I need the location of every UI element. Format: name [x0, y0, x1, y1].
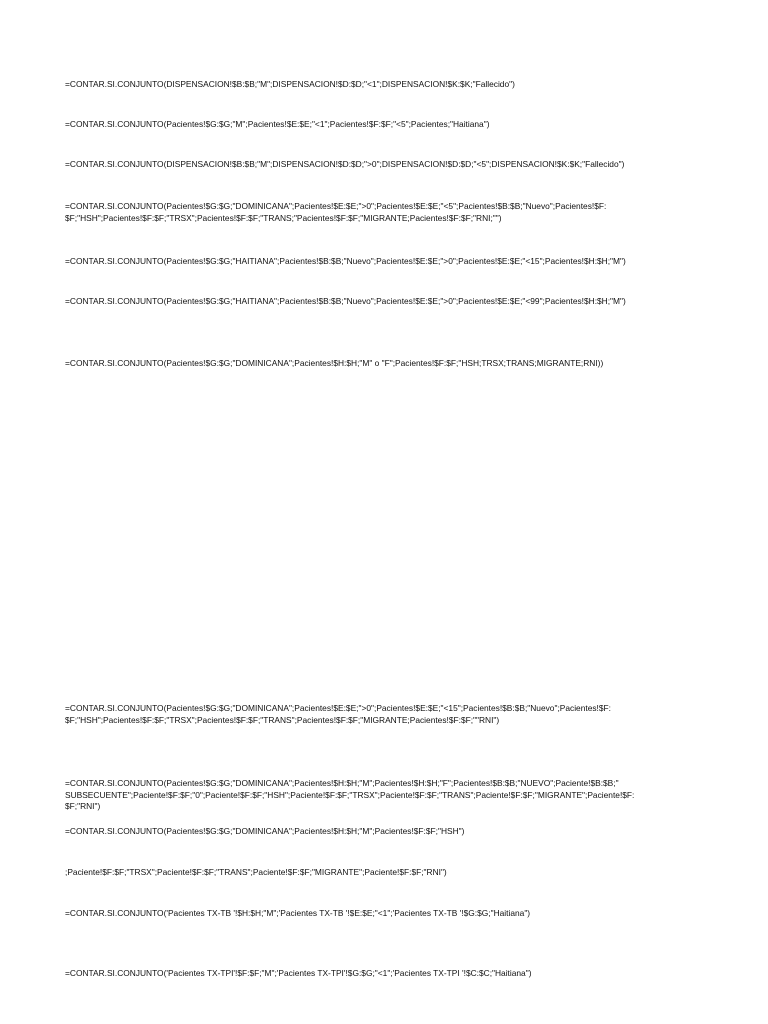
formula-line-10: =CONTAR.SI.CONJUNTO(Pacientes!$G:$G;"DOMINICANA";Pacientes!$H:$H;"M";Pacientes!$F:$F;"HSH") — [65, 826, 465, 836]
formula-line-13: =CONTAR.SI.CONJUNTO('Pacientes TX-TPI'!$F:$F;"M";'Pacientes TX-TPI'!$G:$G;"<1";'Pacientes TX-TPI '!$C:$C;"Haitiana") — [65, 968, 532, 978]
formula-line-3: =CONTAR.SI.CONJUNTO(DISPENSACION!$B:$B;"M";DISPENSACION!$D:$D;">0";DISPENSACION!$D:$D;"<5";DISPENSACION!$K:$K;"Fallecido") — [65, 159, 625, 169]
formula-line-1: =CONTAR.SI.CONJUNTO(DISPENSACION!$B:$B;"M";DISPENSACION!$D:$D;"<1";DISPENSACION!$K:$K;"Fallecido") — [65, 79, 515, 89]
formula-line-4: =CONTAR.SI.CONJUNTO(Pacientes!$G:$G;"DOMINICANA";Pacientes!$E:$E;">0";Pacientes!$E:$E;"<5";Pacientes!$B:$B;"Nuevo";Pacientes!$F: $F;"HSH";Pacientes!$F:$F;"TRSX";Pacientes!$F:$F;"TRANS;"Pacientes!$F:$F;"MIGRANTE;Pacientes!$F:$F;"RNI;"") — [65, 201, 607, 223]
formula-line-6: =CONTAR.SI.CONJUNTO(Pacientes!$G:$G;"HAITIANA";Pacientes!$B:$B;"Nuevo";Pacientes!$E:$E;">0";Pacientes!$E:$E;"<99";Pacientes!$H:$H;"M") — [65, 296, 626, 306]
formula-line-2: =CONTAR.SI.CONJUNTO(Pacientes!$G:$G;"M";Pacientes!$E:$E;"<1";Pacientes!$F:$F;"<5";Pacientes;"Haitiana") — [65, 119, 490, 129]
formula-line-8: =CONTAR.SI.CONJUNTO(Pacientes!$G:$G;"DOMINICANA";Pacientes!$E:$E;">0";Pacientes!$E:$E;"<15";Pacientes!$B:$B;"Nuevo";Pacientes!$F: $F;"HSH";Pacientes!$F:$F;"TRSX";Pacientes!$F:$F;"TRANS";Pacientes!$F:$F;"MIGRANTE;Pacientes!$F:$F;""RNI") — [65, 703, 611, 725]
formula-line-9: =CONTAR.SI.CONJUNTO(Pacientes!$G:$G;"DOMINICANA";Pacientes!$H:$H;"M";Pacientes!$H:$H;"F";Pacientes!$B:$B;"NUEVO";Paciente!$B:$B;" SUBSECUENTE";Paciente!$F:$F;"0";Paciente!$F:$F;"HSH";Paciente!$F:$F;"TRSX";Paciente!$F:$F;"TRANS";Paciente!$F:$F;"MIGRANTE";Paciente!$F: $F;"RNI") — [65, 778, 635, 811]
formula-line-7: =CONTAR.SI.CONJUNTO(Pacientes!$G:$G;"DOMINICANA";Pacientes!$H:$H;"M" o "F";Pacientes!$F:$F;"HSH;TRSX;TRANS;MIGRANTE;RNI)) — [65, 358, 604, 368]
formula-line-12: =CONTAR.SI.CONJUNTO('Pacientes TX-TB '!$H:$H;"M";'Pacientes TX-TB '!$E:$E;"<1";'Pacientes TX-TB '!$G:$G;"Haitiana") — [65, 908, 531, 918]
formula-line-11: ;Paciente!$F:$F;"TRSX";Paciente!$F:$F;"TRANS";Paciente!$F:$F;"MIGRANTE";Paciente!$F:$F;"RNI") — [65, 867, 447, 877]
formula-line-5: =CONTAR.SI.CONJUNTO(Pacientes!$G:$G;"HAITIANA";Pacientes!$B:$B;"Nuevo";Pacientes!$E:$E;">0";Pacientes!$E:$E;"<15";Pacientes!$H:$H;"M") — [65, 256, 626, 266]
